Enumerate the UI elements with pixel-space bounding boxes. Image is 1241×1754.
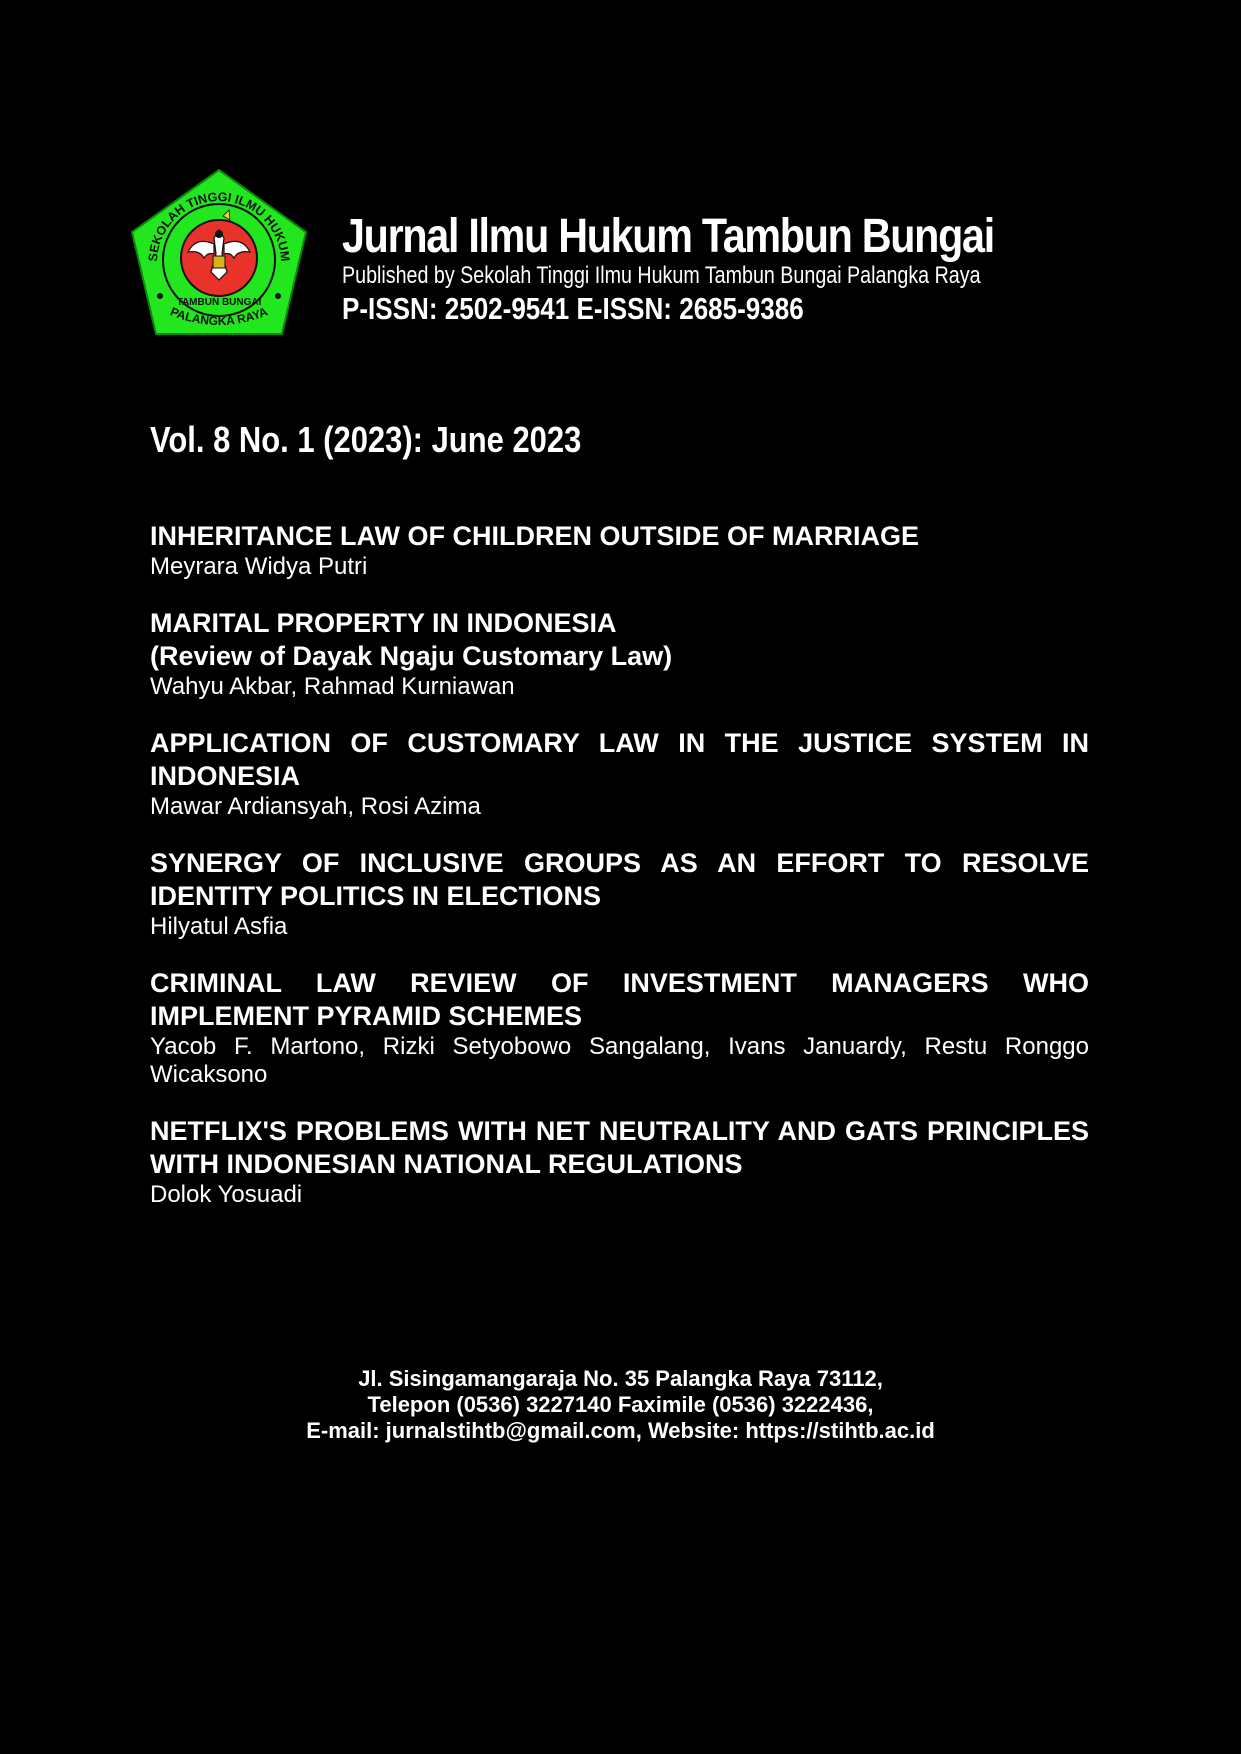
footer-address: Jl. Sisingamangaraja No. 35 Palangka Raya 73112, xyxy=(358,1366,883,1391)
masthead xyxy=(342,210,1202,326)
article-title[interactable]: APPLICATION OF CUSTOMARY LAW IN THE JUSTICE SYSTEM IN INDONESIA xyxy=(150,728,1089,791)
star-icon xyxy=(157,293,163,299)
publisher-line: Published by Sekolah Tinggi Ilmu Hukum Tambun Bungai Palangka Raya xyxy=(342,262,981,289)
article-entry xyxy=(150,607,1089,701)
issue-title: Vol. 8 No. 1 (2023): June 2023 xyxy=(150,419,582,460)
article-entry xyxy=(150,1115,1089,1209)
article-authors: Meyrara Widya Putri xyxy=(150,553,368,580)
journal-title: Jurnal Ilmu Hukum Tambun Bungai xyxy=(342,210,994,263)
article-title[interactable]: INHERITANCE LAW OF CHILDREN OUTSIDE OF MARRIAGE xyxy=(150,521,919,551)
article-entry xyxy=(150,727,1089,821)
article-title[interactable]: SYNERGY OF INCLUSIVE GROUPS AS AN EFFORT TO RESOLVE IDENTITY POLITICS IN ELECTIONS xyxy=(150,848,1089,911)
article-entry xyxy=(150,967,1089,1089)
article-title[interactable] xyxy=(150,607,1089,673)
article-entry xyxy=(150,847,1089,941)
article-authors: Wahyu Akbar, Rahmad Kurniawan xyxy=(150,673,515,700)
article-title[interactable]: NETFLIX'S PROBLEMS WITH NET NEUTRALITY AND GATS PRINCIPLES WITH INDONESIAN NATIONAL REGULATIONS xyxy=(150,1116,1089,1179)
footer-contact: E-mail: jurnalstihtb@gmail.com, Website: https://stihtb.ac.id xyxy=(306,1418,935,1443)
footer-phone: Telepon (0536) 3227140 Faximile (0536) 3222436, xyxy=(367,1392,874,1417)
article-entry xyxy=(150,520,1089,581)
star-icon xyxy=(275,293,281,299)
stih-tambun-bungai-logo xyxy=(130,168,308,338)
article-title-line: MARITAL PROPERTY IN INDONESIA xyxy=(150,608,617,638)
article-authors: Hilyatul Asfia xyxy=(150,913,288,940)
article-authors: Mawar Ardiansyah, Rosi Azima xyxy=(150,793,481,820)
article-title-line: (Review of Dayak Ngaju Customary Law) xyxy=(150,641,673,671)
logo-inner-text: TAMBUN BUNGAI xyxy=(176,297,262,308)
article-authors: Yacob F. Martono, Rizki Setyobowo Sangalang, Ivans Januardy, Restu Ronggo Wicaksono xyxy=(150,1033,1089,1088)
table-of-contents xyxy=(150,520,1089,1235)
logo-bottom-text: PALANGKA RAYA xyxy=(168,304,270,329)
issn-line: P-ISSN: 2502-9541 E-ISSN: 2685-9386 xyxy=(342,291,804,326)
contact-footer xyxy=(0,1366,1241,1444)
article-authors: Dolok Yosuadi xyxy=(150,1181,303,1208)
logo-arc-text: SEKOLAH TINGGI ILMU HUKUM xyxy=(145,189,293,263)
article-title[interactable]: CRIMINAL LAW REVIEW OF INVESTMENT MANAGERS WHO IMPLEMENT PYRAMID SCHEMES xyxy=(150,968,1089,1031)
